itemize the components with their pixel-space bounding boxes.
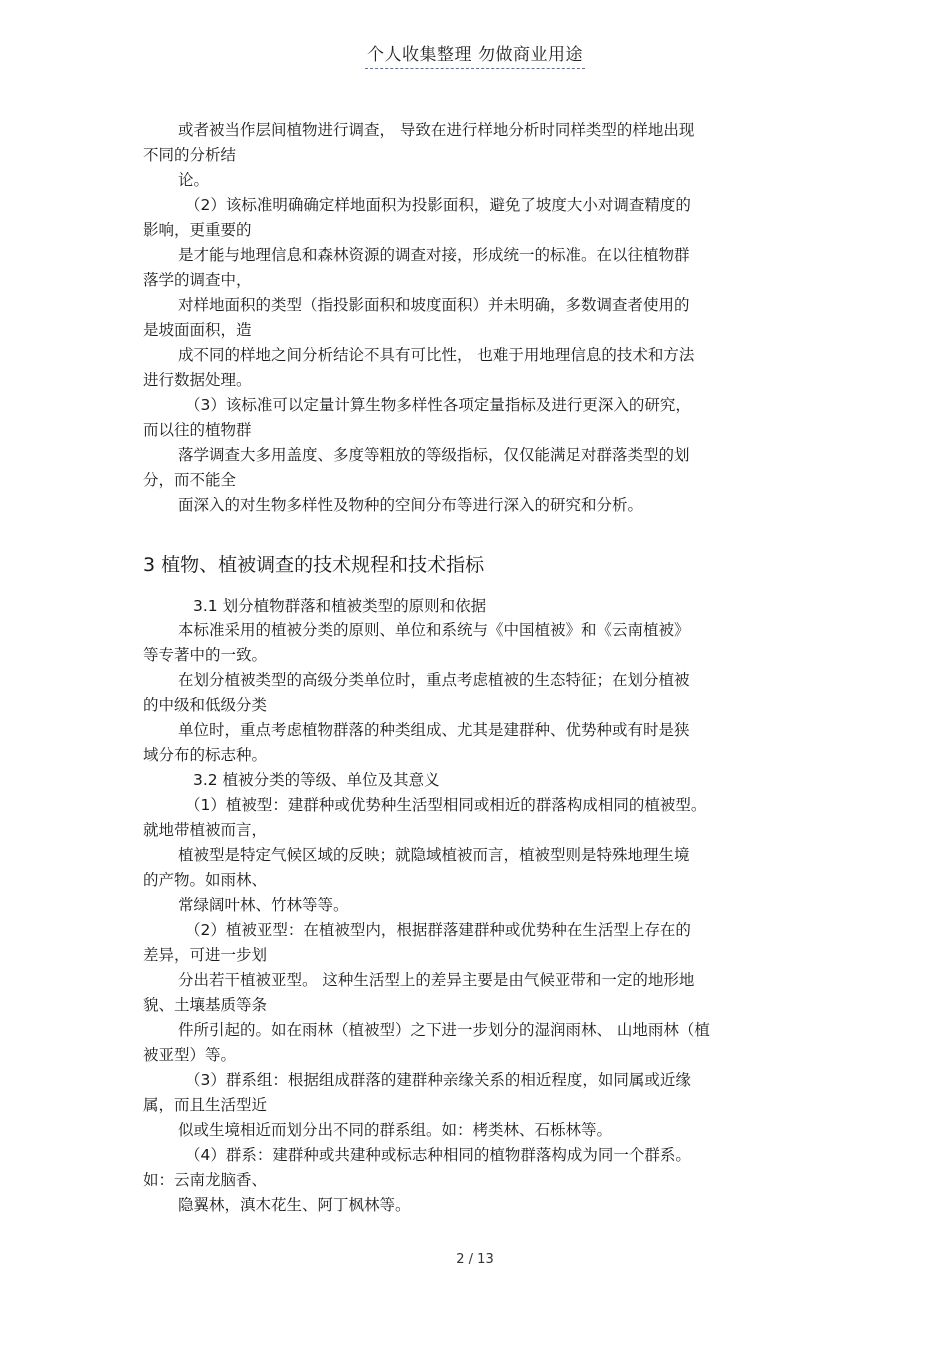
text-line: （4）群系：建群种或共建种或标志种相同的植物群落构成为同一个群系。 <box>185 1146 691 1164</box>
text-line: 差异，可进一步划 <box>143 946 268 964</box>
text-line: 论。 <box>178 171 210 189</box>
text-line: 落学调查大多用盖度、多度等粗放的等级指标，仅仅能满足对群落类型的划 <box>178 446 690 464</box>
text-line: 的产物。如雨林、 <box>143 871 268 889</box>
text-line: 常绿阔叶林、竹林等等。 <box>178 896 349 914</box>
text-line: 进行数据处理。 <box>143 371 252 389</box>
text-line: 对样地面积的类型（指投影面积和坡度面积）并未明确，多数调查者使用的 <box>178 296 690 314</box>
text-line: 是坡面面积，造 <box>143 321 252 339</box>
text-line: 影响，更重要的 <box>143 221 252 239</box>
page-number: 2 / 13 <box>456 1252 494 1267</box>
text-line: 等专著中的一致。 <box>143 646 268 664</box>
text-line: 在划分植被类型的高级分类单位时，重点考虑植被的生态特征；在划分植被 <box>178 671 690 689</box>
text-line: 件所引起的。如在雨林（植被型）之下进一步划分的湿润雨林、 山地雨林（植 <box>178 1021 710 1039</box>
text-line: 如：云南龙脑香、 <box>143 1171 268 1189</box>
text-line: 分出若干植被亚型。 这种生活型上的差异主要是由气候亚带和一定的地形地 <box>178 971 695 989</box>
subsection-heading: 3.2 植被分类的等级、单位及其意义 <box>193 771 440 789</box>
text-line: 似或生境相近而划分出不同的群系组。如：栲类林、石栎林等。 <box>178 1121 613 1139</box>
subsection-heading: 3.1 划分植物群落和植被类型的原则和依据 <box>193 597 487 615</box>
text-line: 就地带植被而言， <box>143 821 268 839</box>
text-line: 是才能与地理信息和森林资源的调查对接，形成统一的标准。在以往植物群 <box>178 246 690 264</box>
section-heading: 3 植物、植被调查的技术规程和技术指标 <box>143 554 485 576</box>
text-line: 成不同的样地之间分析结论不具有可比性， 也难于用地理信息的技术和方法 <box>178 346 695 364</box>
text-line: 不同的分析结 <box>143 146 237 164</box>
text-line: 单位时，重点考虑植物群落的种类组成、尤其是建群种、优势种或有时是狭 <box>178 721 690 739</box>
text-line: 域分布的标志种。 <box>143 746 268 764</box>
header-text: 个人收集整理 勿做商业用途 <box>365 40 585 69</box>
text-line: 本标准采用的植被分类的原则、单位和系统与《中国植被》和《云南植被》 <box>178 621 690 639</box>
text-line: 或者被当作层间植物进行调查， 导致在进行样地分析时同样类型的样地出现 <box>178 121 695 139</box>
text-line: 属，而且生活型近 <box>143 1096 268 1114</box>
text-line: 被亚型）等。 <box>143 1046 237 1064</box>
text-line: 落学的调查中， <box>143 271 252 289</box>
text-line: （3）该标准可以定量计算生物多样性各项定量指标及进行更深入的研究， <box>185 396 691 414</box>
text-line: （2）植被亚型：在植被型内，根据群落建群种或优势种在生活型上存在的 <box>185 921 691 939</box>
text-line: 植被型是特定气候区域的反映；就隐域植被而言，植被型则是特殊地理生境 <box>178 846 690 864</box>
text-line: （2）该标准明确确定样地面积为投影面积，避免了坡度大小对调查精度的 <box>185 196 691 214</box>
text-line: 隐翼林，滇木花生、阿丁枫林等。 <box>178 1196 411 1214</box>
text-line: 分，而不能全 <box>143 471 237 489</box>
text-line: （1）植被型：建群种或优势种生活型相同或相近的群落构成相同的植被型。 <box>185 796 707 814</box>
text-line: （3）群系组：根据组成群落的建群种亲缘关系的相近程度，如同属或近缘 <box>185 1071 691 1089</box>
text-line: 貌、土壤基质等条 <box>143 996 268 1014</box>
text-line: 的中级和低级分类 <box>143 696 268 714</box>
text-line: 面深入的对生物多样性及物种的空间分布等进行深入的研究和分析。 <box>178 496 644 514</box>
text-line: 而以往的植物群 <box>143 421 252 439</box>
page-header <box>0 40 950 69</box>
